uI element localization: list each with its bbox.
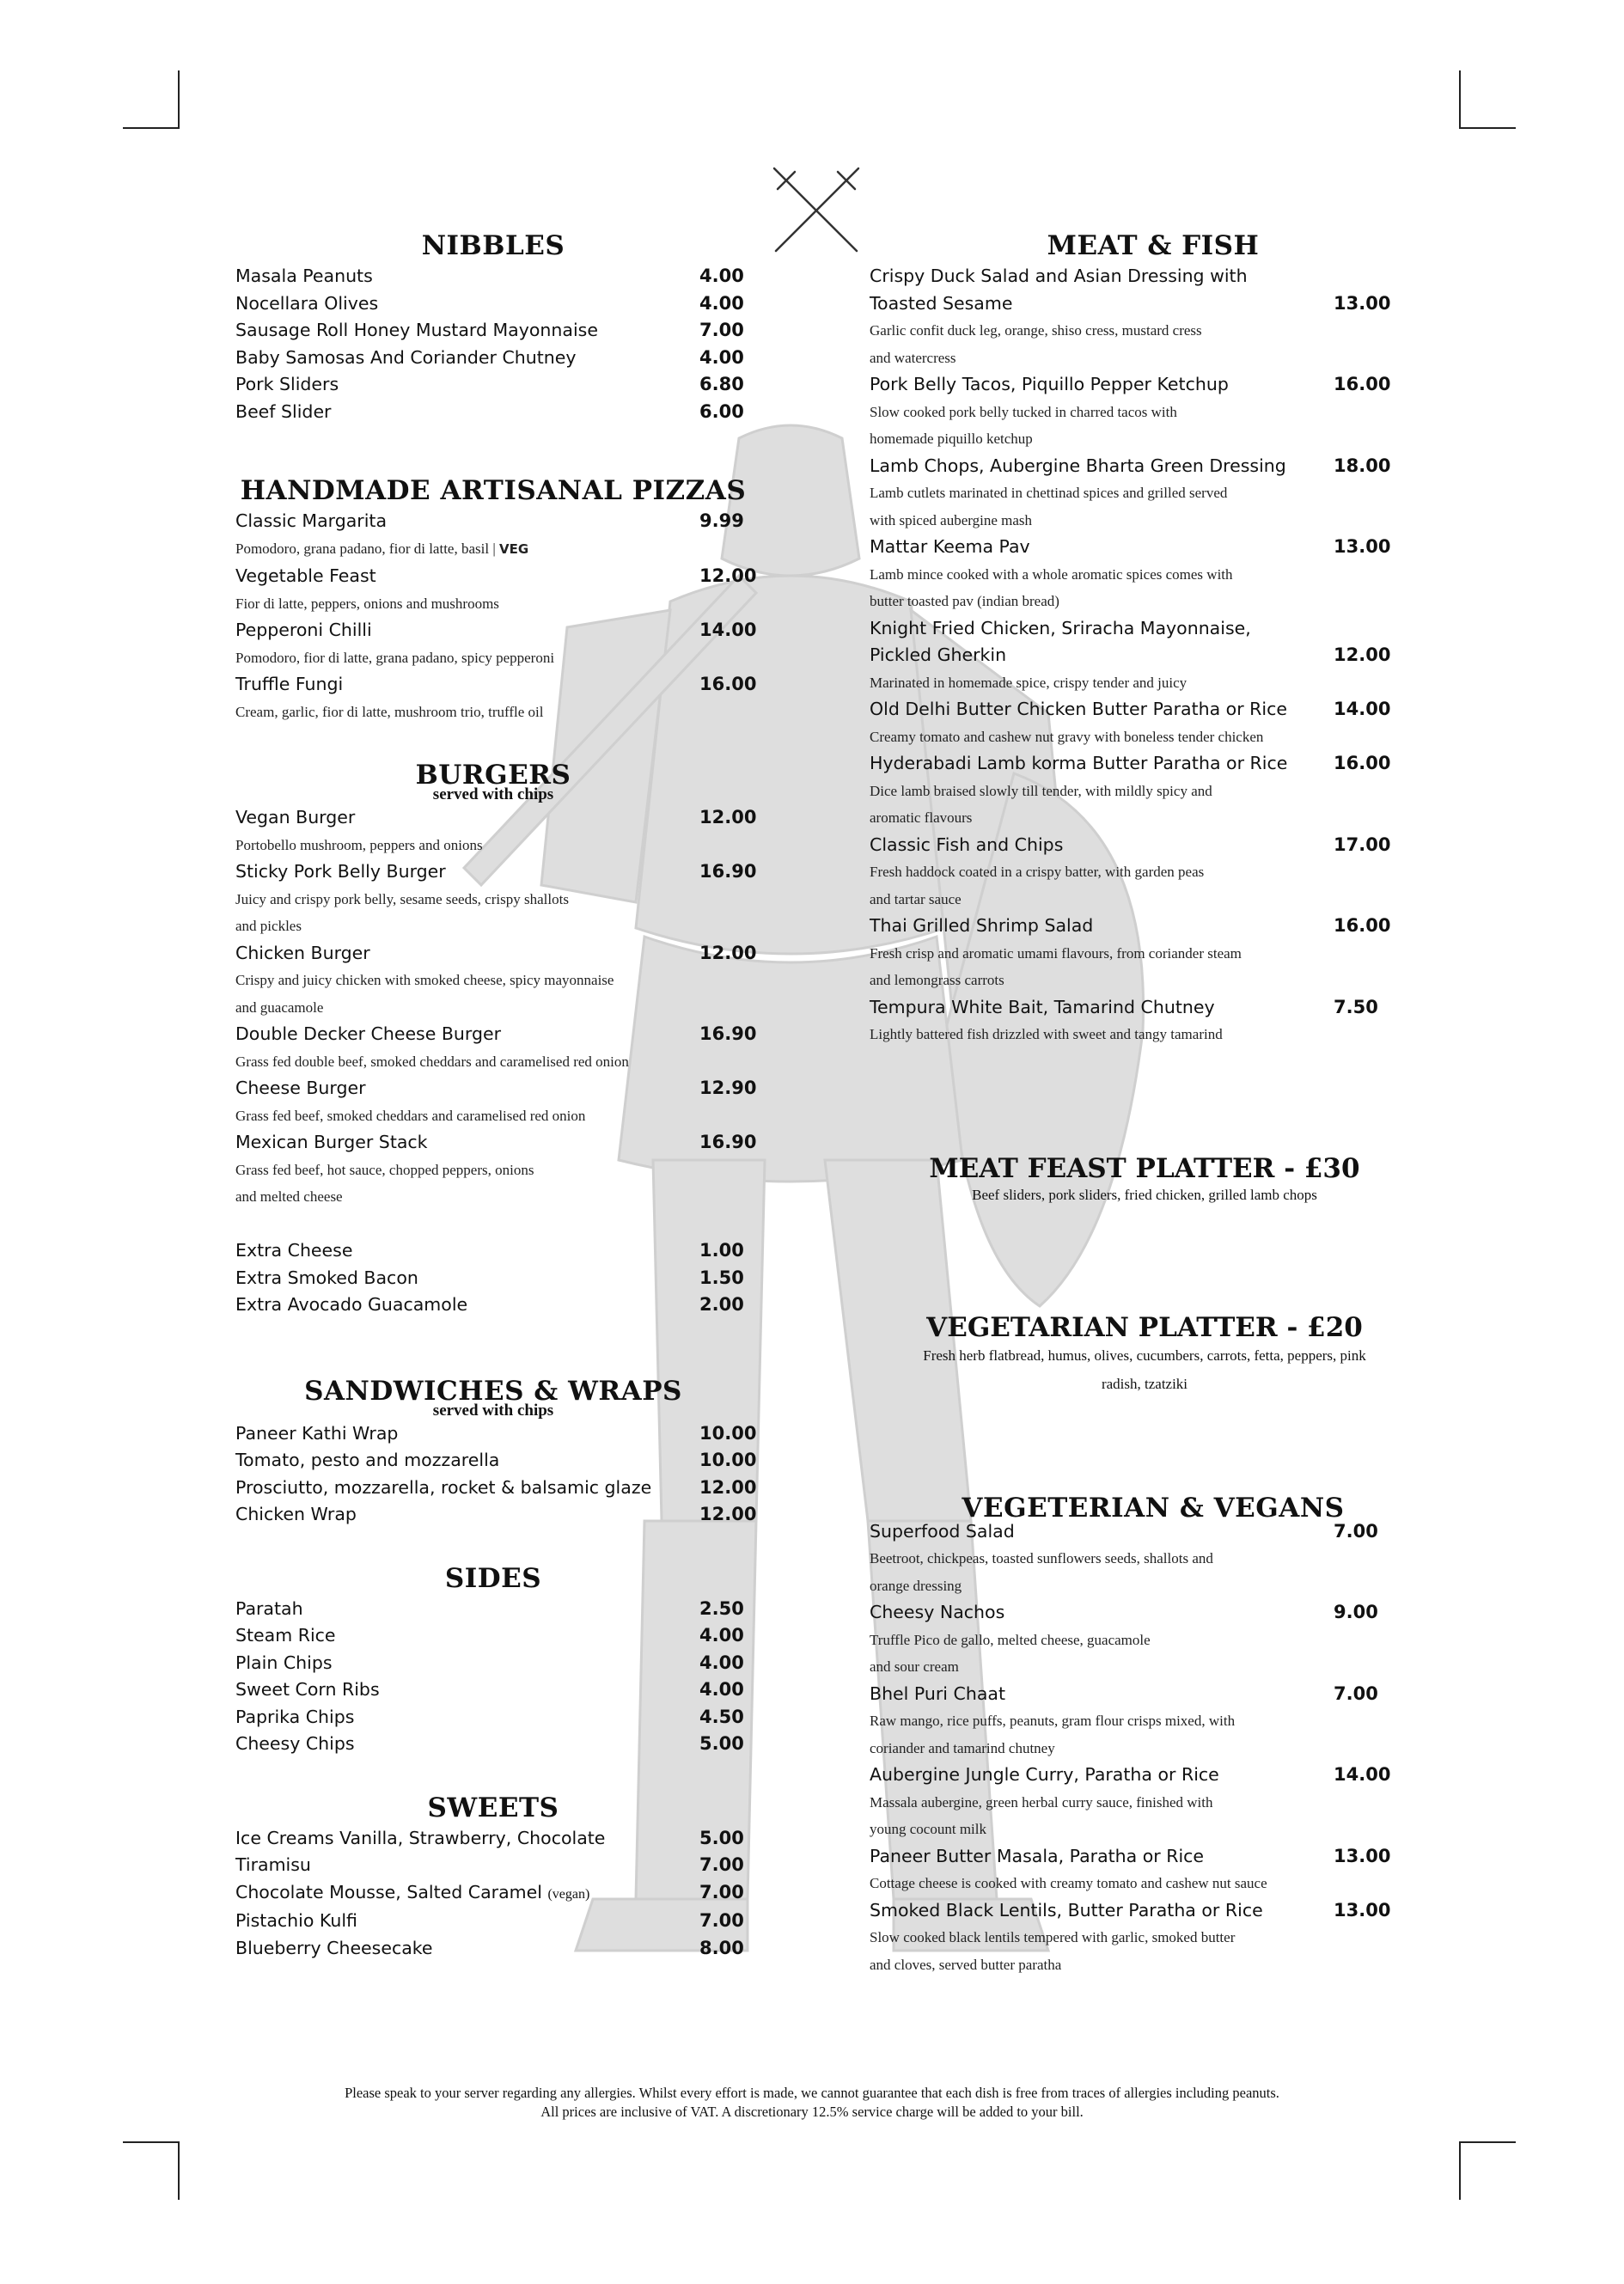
item-price: 16.00 [699,674,757,694]
item-description: Lamb mince cooked with a whole aromatic spices comes with [870,565,1233,583]
item-price: 7.50 [1334,996,1378,1017]
section-title: HANDMADE ARTISANAL PIZZAS [240,475,747,506]
menu-item [235,1622,751,1650]
crop-mark-bl-v [178,2141,180,2200]
menu-item [235,317,751,345]
item-name: Prosciutto, mozzarella, rocket & balsamic glaze [235,1476,652,1498]
menu-item [870,534,1391,561]
item-description: aromatic flavours [870,809,973,826]
item-price: 16.00 [1334,753,1391,773]
section-meat-fish [870,229,1391,1048]
item-price: 16.90 [699,1132,757,1152]
item-price: 17.00 [1334,834,1391,855]
item-name: Beef Slider [235,400,332,422]
menu-item [235,399,751,426]
menu-item [235,804,757,832]
right-column [870,229,1391,1978]
menu-item [235,617,757,644]
item-name: Tempura White Bait, Tamarind Chutney [870,996,1215,1017]
item-description [235,1048,751,1076]
item-name-text: Blueberry Cheesecake [235,1937,433,1958]
item-description [235,913,751,940]
item-price: 12.00 [699,1504,757,1524]
meat-feast-platter [870,1151,1385,1209]
item-description [235,994,751,1022]
section-sweets [235,1791,751,1963]
item-name: Cheesy Chips [235,1733,355,1754]
item-price: 9.00 [1334,1602,1378,1622]
item-name: Extra Cheese [235,1240,353,1261]
item-description: and tartar sauce [870,890,962,907]
menu-item [235,1075,757,1102]
vegetarian-platter [870,1310,1385,1398]
item-name: Extra Smoked Bacon [235,1267,418,1288]
menu-item [870,1843,1391,1871]
item-price: 1.50 [699,1267,744,1288]
item-price: 16.90 [699,1023,757,1044]
item-price: 6.00 [699,400,744,422]
item-price: 4.00 [699,266,744,286]
item-price: 7.00 [699,1854,744,1875]
menu-item [870,1599,1385,1627]
item-price: 12.00 [699,565,757,586]
item-description: Beetroot, chickpeas, toasted sunflowers seeds, shallots and [870,1550,1213,1566]
crop-mark-tl-h [123,127,180,129]
item-description [235,832,751,859]
item-description-text: Crispy and juicy chicken with smoked cheese, spicy mayonnaise [235,972,614,988]
menu-item [235,1237,751,1265]
item-price: 12.00 [699,1476,757,1498]
item-name [235,1908,357,1935]
menu-item [235,1021,757,1048]
item-name: Sticky Pork Belly Burger [235,861,446,882]
item-name: Knight Fried Chicken, Sriracha Mayonnaise, [870,617,1251,638]
item-description-text: Cream, garlic, fior di latte, mushroom trio, truffle oil [235,703,544,720]
item-description-text: and pickles [235,918,302,934]
item-description [235,644,751,672]
item-description: Dice lamb braised slowly till tender, with mildly spicy and [870,782,1212,799]
menu-item [235,1596,751,1623]
item-name-text: Tiramisu [235,1854,311,1875]
item-description-text: and melted cheese [235,1188,343,1205]
menu-item [235,1704,751,1731]
item-price: 13.00 [1334,1899,1391,1921]
menu-item [870,1897,1391,1925]
item-price: 13.00 [1334,1845,1391,1866]
item-description: Lightly battered fish drizzled with sweet and tangy tamarind [870,1026,1223,1042]
menu-item [235,1129,757,1157]
menu-item [870,642,1391,669]
item-description-text: and guacamole [235,998,324,1016]
crop-mark-br-v [1459,2141,1461,2200]
item-price: 4.00 [699,346,744,368]
menu-item [235,345,751,372]
item-description: homemade piquillo ketchup [870,431,1033,447]
item-description-text: Juicy and crispy pork belly, sesame seeds, crispy shallots [235,890,569,907]
item-description: Raw mango, rice puffs, peanuts, gram flour crisps mixed, with [870,1713,1236,1729]
item-description: Massala aubergine, green herbal curry sauce, finished with [870,1793,1213,1811]
item-description: and watercress [870,349,956,366]
item-description: Garlic confit duck leg, orange, shiso cress, mustard cress [870,322,1202,339]
item-price: 16.00 [1334,374,1391,394]
veg-tag: VEG [498,540,529,557]
item-price: 6.80 [699,374,744,394]
item-description-text: Pomodoro, grana padano, fior di latte, basil | [235,540,499,557]
platter-desc: Fresh herb flatbread, humus, olives, cucumbers, carrots, fetta, peppers, pink [923,1347,1366,1364]
menu-item [235,940,757,968]
item-name: Mattar Keema Pav [870,536,1030,557]
platter-title: VEGETARIAN PLATTER - £20 [926,1311,1363,1343]
menu-item [870,1762,1391,1789]
item-name [235,1879,589,1908]
item-price: 12.00 [1334,644,1391,665]
menu-item [235,1908,751,1935]
item-price: 16.00 [1334,915,1391,936]
item-name: Crispy Duck Salad and Asian Dressing with [870,266,1248,286]
item-description: young cocount milk [870,1821,986,1837]
item-description-text: Grass fed beef, hot sauce, chopped peppers, onions [235,1161,534,1178]
vat-notice: All prices are inclusive of VAT. A discretionary 12.5% service charge will be added to your bill. [540,2104,1084,2120]
item-description: Lamb cutlets marinated in chettinad spices and grilled served [870,485,1228,501]
item-price: 18.00 [1334,455,1391,476]
menu-item [235,858,757,886]
item-description [235,535,751,564]
item-price: 4.00 [699,1625,744,1646]
menu-item [870,696,1391,724]
item-description [235,699,751,726]
menu-item [235,1825,751,1853]
menu-item [235,508,751,535]
platter-desc: radish, tzatziki [1101,1375,1188,1392]
item-price: 5.00 [699,1733,744,1754]
section-title: NIBBLES [421,230,565,261]
item-name: Cheesy Nachos [870,1602,1005,1622]
crop-mark-tr-h [1459,127,1516,129]
item-name: Tomato, pesto and mozzarella [235,1450,500,1470]
item-price: 2.50 [699,1597,744,1619]
section-sandwiches [235,1374,757,1529]
item-name: Sausage Roll Honey Mustard Mayonnaise [235,320,598,340]
menu-item [870,290,1391,318]
item-name: Smoked Black Lentils, Butter Paratha or Rice [870,1899,1263,1921]
item-description-text: Pomodoro, fior di latte, grana padano, spicy pepperoni [235,649,555,666]
menu-item [870,615,1385,643]
item-price: 7.00 [1334,1520,1378,1542]
menu-item [235,1447,757,1475]
section-title: SANDWICHES & WRAPS [304,1375,682,1407]
item-description: and cloves, served butter paratha [870,1956,1062,1973]
item-description-text: Grass fed double beef, smoked cheddars and caramelised red onion [235,1053,629,1070]
item-price: 4.50 [699,1706,744,1727]
item-description [235,1157,751,1184]
item-description: Cottage cheese is cooked with creamy tomato and cashew nut sauce [870,1875,1267,1891]
item-name: Pork Sliders [235,374,339,394]
item-name-text: Chocolate Mousse, Salted Caramel [235,1881,542,1902]
item-price: 1.00 [699,1240,744,1261]
item-name: Classic Margarita [235,510,388,531]
item-price: 8.00 [699,1937,744,1958]
item-description: Marinated in homemade spice, crispy tender and juicy [870,674,1187,691]
menu-item [870,263,1385,290]
item-name: Steam Rice [235,1625,336,1646]
platter-desc: Beef sliders, pork sliders, fried chicken, grilled lamb chops [972,1186,1317,1203]
section-pizzas [235,473,757,725]
menu-item [235,1501,757,1529]
item-price: 14.00 [1334,699,1391,719]
menu-item [235,371,751,399]
menu-item [235,1420,757,1448]
section-title: MEAT & FISH [1047,230,1260,261]
item-price: 4.00 [699,292,744,314]
item-description: and lemongrass carrots [870,972,1004,988]
item-description [235,1183,751,1211]
item-price: 12.90 [699,1078,757,1098]
item-description: Fresh haddock coated in a crispy batter, with garden peas [870,864,1205,880]
menu-item [870,913,1391,940]
item-name: Sweet Corn Ribs [235,1679,380,1700]
item-name-text: Pistachio Kulfi [235,1910,357,1931]
crop-mark-bl-h [123,2141,180,2143]
section-title: SIDES [444,1562,542,1594]
item-name: Toasted Sesame [870,292,1013,314]
menu-item [870,994,1385,1022]
item-price: 5.00 [699,1827,744,1848]
item-name: Aubergine Jungle Curry, Paratha or Rice [870,1764,1219,1785]
menu-item [235,1265,751,1292]
crop-mark-br-h [1459,2141,1516,2143]
item-price: 16.90 [699,861,757,882]
item-name: Thai Grilled Shrimp Salad [870,915,1094,936]
item-name: Vegetable Feast [235,565,376,586]
item-name: Chicken Burger [235,942,370,963]
section-title: BURGERS [415,760,571,791]
item-description-text: Grass fed beef, smoked cheddars and caramelised red onion [235,1107,586,1124]
item-name: Paneer Butter Masala, Paratha or Rice [870,1845,1205,1866]
item-price: 12.00 [699,942,757,963]
allergy-notice: Please speak to your server regarding any allergies. Whilst every effort is made, we cannot guarantee that each dish is free from traces of allergies including peanuts. [345,2085,1279,2101]
item-price: 7.00 [699,320,744,340]
menu-item [235,1935,751,1963]
menu-item [235,1292,751,1319]
section-nibbles [235,229,751,425]
item-price: 7.00 [1334,1682,1378,1704]
left-column [235,229,757,1962]
item-name: Classic Fish and Chips [870,834,1064,855]
menu-item [870,1681,1385,1708]
item-description: coriander and tamarind chutney [870,1739,1055,1756]
section-burgers [235,758,757,1319]
menu-item [235,1731,751,1758]
item-name: Bhel Puri Chaat [870,1682,1005,1704]
item-price: 4.00 [699,1652,744,1673]
item-name: Paneer Kathi Wrap [235,1422,399,1444]
item-name: Superfood Salad [870,1520,1015,1542]
item-name: Vegan Burger [235,807,356,827]
menu-item [235,1852,751,1879]
item-price: 4.00 [699,1679,744,1700]
item-description [235,967,751,994]
item-name: Paprika Chips [235,1706,355,1727]
item-description-text: Fior di latte, peppers, onions and mushrooms [235,595,499,612]
item-name: Paratah [235,1597,303,1619]
item-price: 14.00 [699,620,757,640]
item-price: 13.00 [1334,292,1391,314]
item-name: Old Delhi Butter Chicken Butter Paratha or Rice [870,699,1287,719]
menu-item [870,832,1391,859]
menu-item [235,671,757,699]
item-description: Creamy tomato and cashew nut gravy with boneless tender chicken [870,728,1264,745]
item-name: Chicken Wrap [235,1504,357,1524]
item-price: 7.00 [699,1910,744,1931]
menu-item [235,1650,751,1677]
item-name [235,1825,605,1853]
item-price: 7.00 [699,1881,744,1902]
section-title: VEGETERIAN & VEGANS [962,1492,1345,1524]
menu-item [235,263,751,290]
item-price: 12.00 [699,807,757,827]
item-name: Masala Peanuts [235,266,373,286]
item-name: Pork Belly Tacos, Piquillo Pepper Ketchup [870,374,1229,394]
item-description [235,590,751,618]
item-description: Fresh crisp and aromatic umami flavours, from coriander steam [870,944,1242,962]
item-description-text: Portobello mushroom, peppers and onions [235,836,483,853]
footer-notice [172,2084,1452,2122]
item-name: Hyderabadi Lamb korma Butter Paratha or Rice [870,753,1288,773]
section-subtitle: served with chips [432,1401,554,1420]
item-name: Pickled Gherkin [870,644,1007,665]
item-price: 14.00 [1334,1764,1391,1785]
menu-item [870,371,1391,399]
crop-mark-tl-v [178,70,180,129]
item-name: Nocellara Olives [235,292,379,314]
item-description [235,886,751,913]
item-description: orange dressing [870,1577,962,1594]
section-subtitle: served with chips [432,785,554,803]
crossed-swords-icon [769,163,864,258]
menu-item [235,563,757,590]
item-name-text: Ice Creams Vanilla, Strawberry, Chocolate [235,1827,606,1848]
item-name: Extra Avocado Guacamole [235,1294,468,1315]
item-description: with spiced aubergine mash [870,511,1033,528]
menu-item [235,1879,751,1908]
item-name: Plain Chips [235,1652,333,1673]
item-name: Baby Samosas And Coriander Chutney [235,346,577,368]
crop-mark-tr-v [1459,70,1461,129]
item-price: 10.00 [699,1450,757,1470]
item-description: butter toasted pav (indian bread) [870,593,1059,609]
item-name: Mexican Burger Stack [235,1132,428,1152]
item-name: Lamb Chops, Aubergine Bharta Green Dressing [870,455,1286,476]
item-price: 10.00 [699,1422,757,1444]
item-price: 9.99 [699,510,744,531]
item-price: 2.00 [699,1294,744,1315]
menu-item [235,290,751,318]
item-name [235,1935,433,1963]
section-title: SWEETS [427,1792,559,1823]
item-note: (vegan) [547,1886,590,1902]
item-name [235,1852,311,1879]
section-vegetarian-vegans [870,1491,1391,1979]
item-name: Pepperoni Chilli [235,620,372,640]
menu-item [235,1475,757,1502]
item-price: 13.00 [1334,536,1391,557]
menu-item [870,453,1391,480]
platter-title: MEAT FEAST PLATTER - £30 [929,1152,1360,1184]
menu-item [235,1676,751,1704]
item-name: Truffle Fungi [235,674,344,694]
menu-item [870,750,1391,778]
item-name: Cheese Burger [235,1078,366,1098]
item-description: Slow cooked black lentils tempered with garlic, smoked butter [870,1929,1236,1945]
item-description: Truffle Pico de gallo, melted cheese, guacamole [870,1631,1151,1648]
item-description: Slow cooked pork belly tucked in charred tacos with [870,403,1177,420]
section-sides [235,1561,751,1758]
item-description: and sour cream [870,1658,959,1675]
item-description [235,1102,751,1130]
item-name: Double Decker Cheese Burger [235,1023,502,1044]
